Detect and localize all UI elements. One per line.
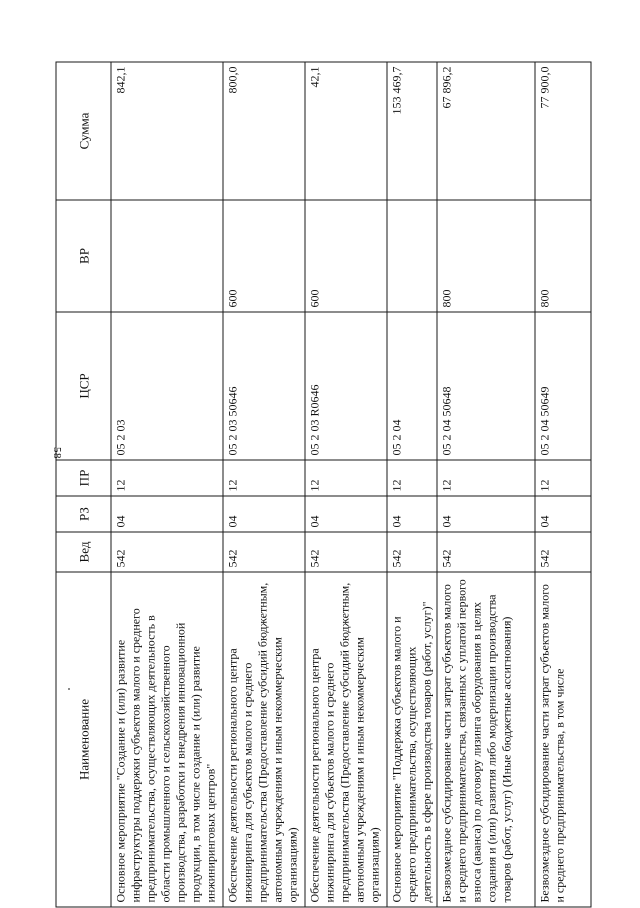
header-ved: Вед: [56, 532, 111, 572]
cell-vr: [387, 200, 437, 312]
cell-name: Безвозмездное субсидирование части затрат субъектов малого и среднего предпринимательства, в том числе: [535, 572, 591, 907]
cell-csr: 05 2 03 50646: [223, 312, 305, 460]
cell-sum: 67 896,2: [437, 62, 535, 200]
table-row: [305, 62, 387, 907]
cell-pr: 12: [437, 460, 535, 496]
header-sum: Сумма: [56, 62, 111, 200]
cell-vr: 800: [535, 200, 591, 312]
cell-name: Обеспечение деятельности регионального центра инжиниринга для субъектов малого и среднего предпринимательства (Предоставление субсидий бюджетным, автономным учреждениям и иным некоммерческим организациям): [305, 572, 387, 907]
header-csr: ЦСР: [56, 312, 111, 460]
table-header-row: [56, 62, 111, 907]
cell-csr: 05 2 03 R0646: [305, 312, 387, 460]
cell-csr: 05 2 04 50648: [437, 312, 535, 460]
cell-pr: 12: [223, 460, 305, 496]
table-row: [111, 62, 223, 907]
table-row: [387, 62, 437, 907]
cell-vr: 600: [223, 200, 305, 312]
header-pr: ПР: [56, 460, 111, 496]
table-row: [223, 62, 305, 907]
cell-rz: 04: [437, 496, 535, 532]
cell-ved: 542: [387, 532, 437, 572]
cell-pr: 12: [305, 460, 387, 496]
cell-ved: 542: [437, 532, 535, 572]
cell-csr: 05 2 04 50649: [535, 312, 591, 460]
cell-rz: 04: [387, 496, 437, 532]
cell-rz: 04: [223, 496, 305, 532]
cell-name: Обеспечение деятельности регионального центра инжиниринга для субъектов малого и среднего предпринимательства (Предоставление субсидий бюджетным, автономным учреждениям и иным некоммерческим организациям): [223, 572, 305, 907]
cell-pr: 12: [535, 460, 591, 496]
header-rz: РЗ: [56, 496, 111, 532]
budget-table: [55, 62, 591, 908]
cell-name: Безвозмездное субсидирование части затрат субъектов малого и среднего предпринимательства, связанных с уплатой первого взноса (аванса) по договору лизинга оборудования в целях создания и (или) развития либо модернизации производства товаров (работ, услуг) (Иные бюджетные ассигнования): [437, 572, 535, 907]
cell-rz: 04: [535, 496, 591, 532]
cell-pr: 12: [387, 460, 437, 496]
cell-pr: 12: [111, 460, 223, 496]
cell-ved: 542: [535, 532, 591, 572]
cell-vr: 600: [305, 200, 387, 312]
cell-csr: 05 2 03: [111, 312, 223, 460]
cell-name: Основное мероприятие "Создание и (или) развитие инфраструктуры поддержки субъектов малого и среднего предпринимательства, осуществляющих деятельность в области промышленного и сельскохозяйственного производства, разработки и внедрения инновационной продукции, в том числе создание и (или) развитие инжиниринговых центров": [111, 572, 223, 907]
cell-rz: 04: [111, 496, 223, 532]
cell-ved: 542: [223, 532, 305, 572]
cell-vr: 800: [437, 200, 535, 312]
cell-ved: 542: [111, 532, 223, 572]
table-row: [535, 62, 591, 907]
cell-sum: 77 900,0: [535, 62, 591, 200]
cell-name: Основное мероприятие "Поддержка субъектов малого и среднего предпринимательства, осуществляющих деятельность в сфере производства товаров (работ, услуг)": [387, 572, 437, 907]
page-number: 58: [51, 447, 63, 459]
header-vr: ВР: [56, 200, 111, 312]
cell-sum: 800,0: [223, 62, 305, 200]
cell-rz: 04: [305, 496, 387, 532]
header-name: Наименование: [56, 572, 111, 907]
cell-sum: 42,1: [305, 62, 387, 200]
table-row: [437, 62, 535, 907]
cell-vr: [111, 200, 223, 312]
rotated-page-content: [55, 63, 585, 908]
cell-sum: 153 469,7: [387, 62, 437, 200]
cell-sum: 842,1: [111, 62, 223, 200]
cell-csr: 05 2 04: [387, 312, 437, 460]
cell-ved: 542: [305, 532, 387, 572]
